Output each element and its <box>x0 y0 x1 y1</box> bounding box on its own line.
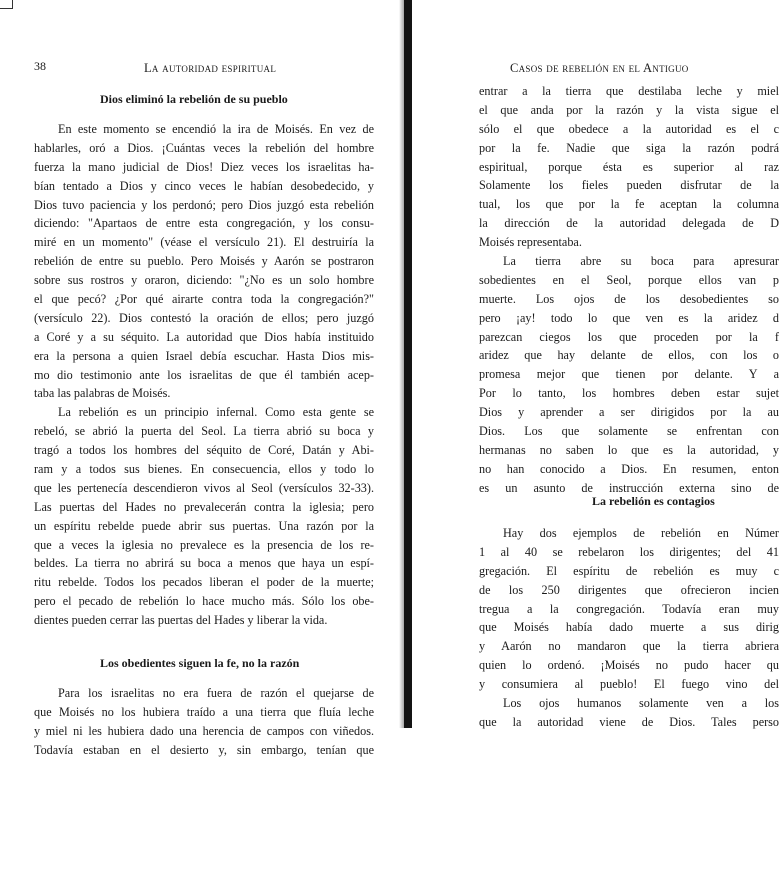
left-section2-text <box>34 684 374 760</box>
text-line: tragó a todos los hombres del séquito de Coré, Datán y Abi- <box>34 443 374 458</box>
text-line: y consumiera al pueblo! El fuego vino del <box>479 677 779 692</box>
text-line: muerte. Los ojos de los desobedientes so <box>479 291 779 306</box>
text-line: ram y a todos sus bienes. En consecuencia, ellos y todo lo <box>34 462 374 477</box>
text-line: Solamente los fieles pueden disfrutar de la <box>479 178 779 193</box>
page-number: 38 <box>34 59 46 73</box>
text-line: Por lo tanto, los hombres deben estar sujet <box>479 386 779 401</box>
section-heading-3: La rebelión es contagios <box>592 494 715 508</box>
text-line: bían tentado a Dios y cinco veces le habían desobedecido, y <box>34 178 374 193</box>
left-section1-text <box>34 120 374 630</box>
text-line: pero ¡ay! todo lo que ven es la aridez d <box>479 310 779 325</box>
right-section1-text <box>479 82 779 498</box>
text-line: En este momento se encendió la ira de Moisés. En vez de <box>58 122 374 136</box>
text-line: tregua a la congregación. Todavía eran muy <box>479 601 779 616</box>
text-line: quien lo ordenó. ¡Moisés no pudo hacer qu <box>479 658 779 673</box>
text-line: Los ojos humanos solamente ven a los <box>503 696 779 711</box>
text-line: a Coré y a su séquito. La autoridad que Dios había instituido <box>34 329 374 344</box>
text-line: ritu rebelde. Todos los pecados liberan el poder de la muerte; <box>34 575 374 590</box>
left-page <box>0 0 404 757</box>
text-line: sobre sus rostros y oraron, diciendo: "¿No es un solo hombre <box>34 273 374 288</box>
text-line: sobedientes en el Seol, porque ellos van p <box>479 272 779 287</box>
text-line: por la fe. Nadie que siga la razón podrá <box>479 140 779 155</box>
text-line: parezcan ciegos los que proceden por la f <box>479 329 779 344</box>
text-line: Dios. Los que solamente se enfrentan con <box>479 424 779 439</box>
text-line: entrar a la tierra que destilaba leche y miel <box>479 84 779 98</box>
text-line: Hay dos ejemplos de rebelión en Númer <box>503 526 779 540</box>
text-line: Todavía estaban en el desierto y, sin embargo, tenían que <box>34 742 374 757</box>
text-line: aridez que hay delante de ellos, con los o <box>479 348 779 363</box>
text-line: la dirección de la autoridad delegada de D <box>479 216 779 231</box>
text-line: gregación. El espíritu de rebelión es muy c <box>479 563 779 578</box>
text-line: Dios tuvo paciencia y los perdonó; pero Dios juzgó esta rebelión <box>34 197 374 212</box>
text-line: que Moisés había dado muerte a sus dirig <box>479 620 779 635</box>
text-line: de los 250 dirigentes que ofrecieron incien <box>479 582 779 597</box>
text-line: Las puertas del Hades no prevalecerán contra la iglesia; pero <box>34 499 374 514</box>
text-line: rebelión de entre su pueblo. Pero Moisés y Aarón se postraron <box>34 254 374 269</box>
text-line: 1 al 40 se rebelaron los dirigentes; del 41 <box>479 544 779 559</box>
text-line: un espíritu rebelde puede abrir sus puertas. Una razón por la <box>34 518 374 533</box>
text-line: taba las palabras de Moisés. <box>34 386 171 401</box>
text-line: el que pecó? ¿Por qué airarte contra toda la congregación?" <box>34 292 374 307</box>
text-line: La rebelión es un principio infernal. Como esta gente se <box>58 405 374 420</box>
text-line: La tierra abre su boca para apresurar <box>503 254 779 269</box>
text-line: espiritual, porque ésta es superior al raz <box>479 159 779 174</box>
text-line: mo dio testimonio ante los israelitas de que él también acep- <box>34 367 374 382</box>
text-line: que a veces la iglesia no prevalece es la presencia de los re- <box>34 537 374 552</box>
text-line: diciendo: "Apartaos de entre esta congregación, y los consu- <box>34 216 374 231</box>
text-line: promesa mejor que tienen por delante. Y a <box>479 367 779 382</box>
text-line: y miel ni les hubiera dado una herencia de campos con viñedos. <box>34 723 374 738</box>
text-line: no han conocido a Dios. En resumen, enton <box>479 461 779 476</box>
right-section2-text <box>479 524 779 732</box>
text-line: dientes pueden cerrar las puertas del Hades y liberar la vida. <box>34 613 328 628</box>
text-line: Para los israelitas no era fuera de razón el quejarse de <box>58 686 374 700</box>
right-page <box>412 0 779 729</box>
section-heading-2: Los obedientes siguen la fe, no la razón <box>100 656 300 670</box>
text-line: el que anda por la razón y la vista sigue el <box>479 102 779 117</box>
text-line: beldes. La tierra no abrirá su boca a menos que haya un espí- <box>34 556 374 571</box>
section-heading-1: Dios eliminó la rebelión de su pueblo <box>100 92 288 106</box>
text-line: era la persona a quien Israel debía escuchar. Hasta Dios mis- <box>34 348 374 363</box>
text-line: sólo el que obedece a la autoridad es el c <box>479 121 779 136</box>
text-line: tual, los que por la fe aceptan la columna <box>479 197 779 212</box>
text-line: que Moisés no los hubiera traído a una tierra que fluía leche <box>34 704 374 719</box>
text-line: Dios y aprender a ser dirigidos por la au <box>479 405 779 420</box>
text-line: rebeló, se abrió la puerta del Seol. La tierra abrió su boca y <box>34 424 374 439</box>
running-head-left: La autoridad espiritual <box>144 61 277 75</box>
text-line: hermanas no saben lo que es la autoridad, y <box>479 442 779 457</box>
text-line: (versículo 22). Dios contestó la oración de ellos; pero juzgó <box>34 310 374 325</box>
text-line: pero el pecado de rebelión lo hace mucho más. Sólo los obe- <box>34 594 374 609</box>
text-line: Moisés representaba. <box>479 235 582 250</box>
text-line: que la autoridad viene de Dios. Tales perso <box>479 714 779 729</box>
text-line: miré en un momento" (véase el versículo 21). El destruiría la <box>34 235 374 250</box>
text-line: hablarles, oró a Dios. ¡Cuántas veces la rebelión del hombre <box>34 140 374 155</box>
text-line: que les pertenecía descendieron vivos al Seol (versículos 32-33). <box>34 480 374 495</box>
text-line: y Aarón no mandaron que la tierra abriera <box>479 639 779 654</box>
book-gutter <box>404 0 412 728</box>
running-head-right: Casos de rebelión en el Antiguo <box>510 61 689 75</box>
text-line: fuerza la mano judicial de Dios! Diez veces los israelitas ha- <box>34 159 374 174</box>
text-line: es un asunto de instrucción externa sino de <box>479 480 779 495</box>
